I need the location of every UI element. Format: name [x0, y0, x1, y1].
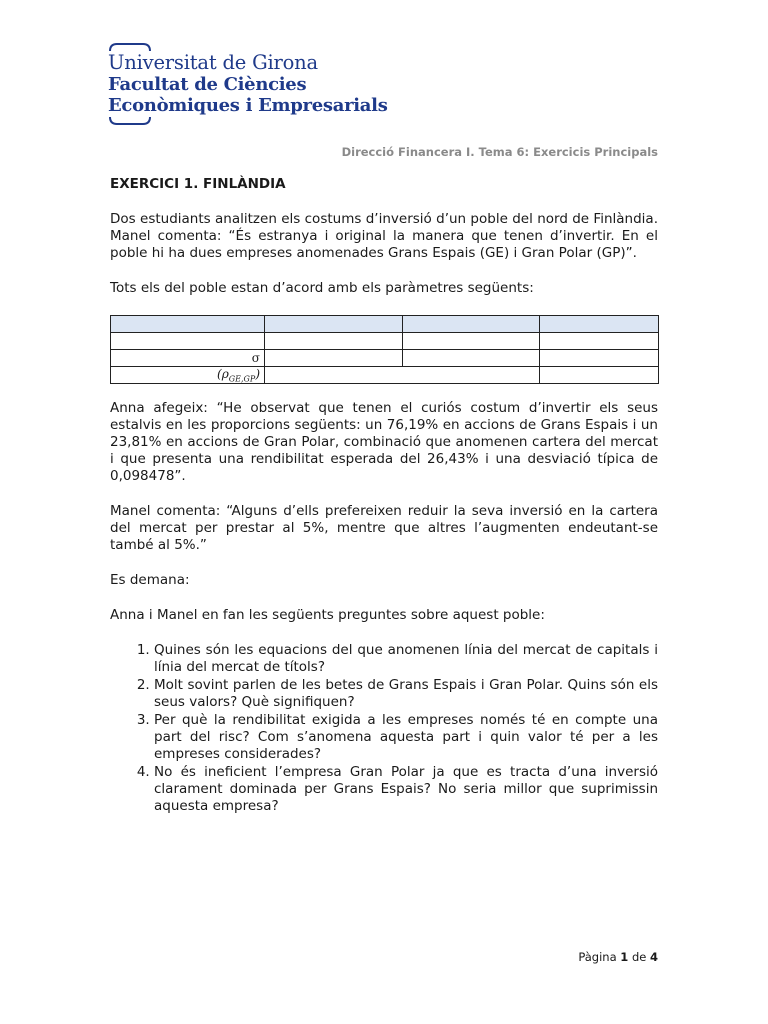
table-cell [540, 367, 659, 384]
correlation-label: $(\rho_{GE,GP})$ [111, 367, 265, 384]
logo-bottom-arc-icon [108, 116, 152, 126]
table-cell [111, 333, 265, 350]
logo-university-name: Universitat de Girona [108, 51, 318, 74]
paragraph-anna: Anna afegeix: “He observat que tenen el curiós costum d’invertir els seus estalvis en les proporcions següents: un 76,19% en accions de Grans Espais i un 23,81% en accions de Gran Polar, combinació que anomenen cartera del mercat i que presenta una rendibilitat esperada del 26,43% i una desviació típica de 0,098478”. [110, 400, 658, 485]
paragraph-es-demana: Es demana: [110, 572, 190, 589]
page-footer [578, 950, 658, 964]
table-cell [265, 316, 403, 333]
paragraph-intro: Dos estudiants analitzen els costums d’inversió d’un poble del nord de Finlàndia. Manel comenta: “És estranya i original la manera que tenen d’invertir. En el poble hi ha dues empreses anomenades Grans Espais (GE) i Gran Polar (GP)”. [110, 211, 658, 261]
page-total: 4 [649, 950, 658, 964]
logo-faculty-line1: Facultat de Ciències [108, 74, 307, 95]
sigma-label: σ [111, 350, 265, 367]
paragraph-manel: Manel comenta: “Alguns d’ells prefereixen reduir la seva inversió en la cartera del mercat per prestar al 5%, mentre que altres l’augmenten endeutant-se també al 5%.” [110, 503, 658, 554]
list-item: 1. Quines són les equacions del que anomenen línia del mercat de capitals i línia del mercat de títols? [154, 642, 658, 676]
course-header: Direcció Financera I. Tema 6: Exercicis Principals [341, 145, 658, 159]
table-cell [265, 333, 403, 350]
table-cell [265, 350, 403, 367]
page-word: Pàgina [578, 950, 617, 964]
paragraph-questions-intro: Anna i Manel en fan les següents preguntes sobre aquest poble: [110, 607, 545, 624]
table-cell [403, 350, 540, 367]
page-number: 1 [620, 950, 629, 964]
table-cell [111, 316, 265, 333]
table-cell [403, 333, 540, 350]
logo-faculty-line2: Econòmiques i Empresarials [108, 95, 388, 116]
table-row [111, 367, 659, 384]
university-logo [108, 42, 408, 126]
of-word: de [631, 950, 647, 964]
paragraph-parameters: Tots els del poble estan d’acord amb els paràmetres següents: [110, 280, 534, 296]
table-row [111, 350, 659, 367]
document-body [110, 176, 658, 816]
list-item: 3. Per què la rendibilitat exigida a les empreses només té en compte una part del risc? Com s’anomena aquesta part i quin valor té per a les empreses considerades? [154, 712, 658, 763]
exercise-title: EXERCICI 1. FINLÀNDIA [110, 176, 286, 192]
table-header-row [111, 316, 659, 333]
list-item: 2. Molt sovint parlen de les betes de Grans Espais i Gran Polar. Quins són els seus valors? Què signifiquen? [154, 677, 658, 711]
parameters-table [110, 315, 659, 384]
table-row [111, 333, 659, 350]
list-item: 4. No és ineficient l’empresa Gran Polar ja que es tracta d’una inversió clarament dominada per Grans Espais? No seria millor que suprimissin aquesta empresa? [154, 764, 658, 815]
table-cell [540, 333, 659, 350]
questions-list [110, 642, 658, 815]
table-cell [540, 316, 659, 333]
table-cell [403, 316, 540, 333]
table-cell [540, 350, 659, 367]
table-cell [265, 367, 540, 384]
